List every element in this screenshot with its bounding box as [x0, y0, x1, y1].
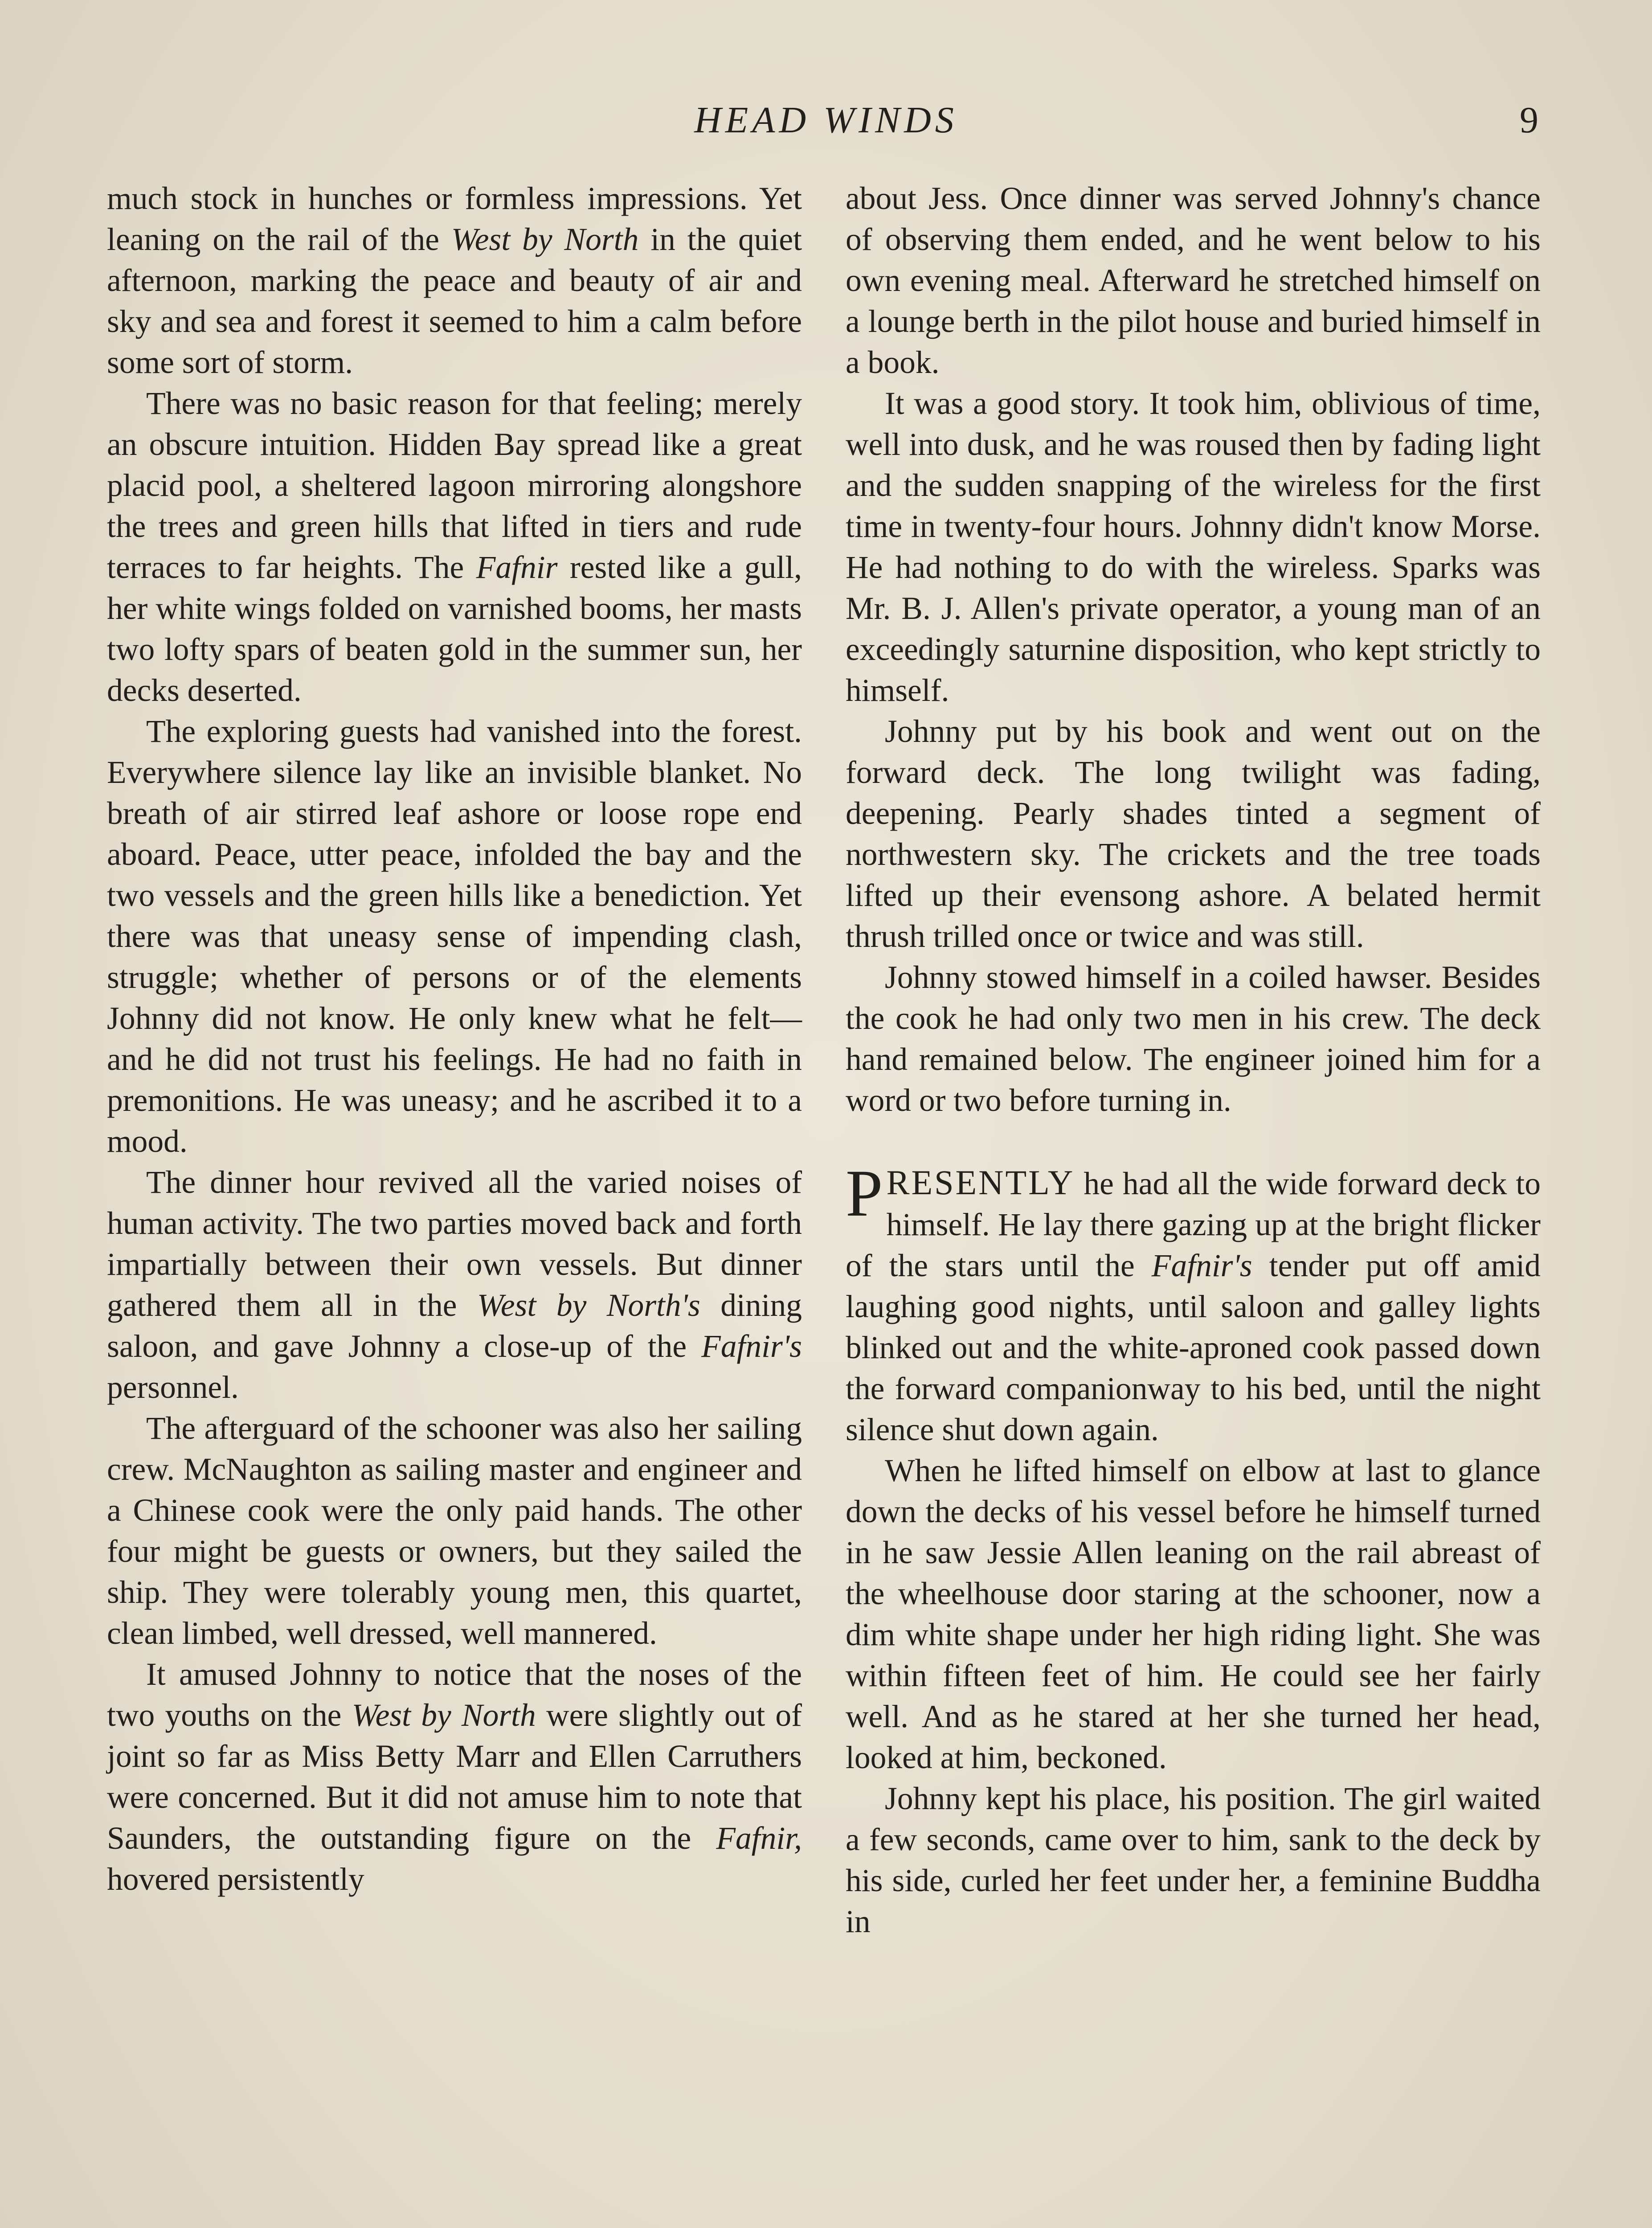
paragraph: There was no basic reason for that feeling; merely an obscure intuition. Hidden Bay spread like a great placid pool, a sheltered lagoon mirroring alongshore the trees and green hills that lifted in tiers and rude terraces to far heights. The Fafnir rested like a gull, her white wings folded on varnished booms, her masts two lofty spars of beaten gold in the summer sun, her decks deserted.	[107, 386, 802, 708]
paragraph: The dinner hour revived all the varied noises of human activity. The two parties moved back and forth impartially between their own vessels. But dinner gathered them all in the West by North's dining saloon, and gave Johnny a close-up of the Fafnir's personnel.	[107, 1165, 802, 1405]
ship-name: West by North	[352, 1698, 536, 1733]
paragraph: The afterguard of the schooner was also her sailing crew. McNaughton as sailing master and engineer and a Chinese cook were the only paid hands. The other four might be guests or owners, but they sailed the ship. They were tolerably young men, this quartet, clean limbed, well dressed, well mannered.	[107, 1411, 802, 1651]
paragraph: Johnny put by his book and went out on the forward deck. The long twilight was fading, deepening. Pearly shades tinted a segment of northwestern sky. The crickets and the tree toads lifted up their evensong ashore. A belated hermit thrush trilled once or twice and was still.	[846, 714, 1541, 954]
paragraph: Johnny kept his place, his position. The girl waited a few seconds, came over to him, sank to the deck by his side, curled her feet under her, a feminine Buddha in	[846, 1781, 1541, 1939]
ship-name: Fafnir's	[1151, 1248, 1252, 1283]
paragraph: much stock in hunches or formless impressions. Yet leaning on the rail of the West by North in the quiet afternoon, marking the peace and beauty of air and sky and sea and forest it seemed to him a calm before some sort of storm.	[107, 181, 802, 380]
drop-cap: P	[846, 1156, 884, 1230]
left-column	[107, 178, 802, 1900]
ship-name: Fafnir,	[716, 1821, 802, 1856]
section-opening-paragraph: PRESENTLY he had all the wide forward deck to himself. He lay there gazing up at the bright flicker of the stars until the Fafnir's tender put off amid laughing good nights, until saloon and galley lights blinked out and the white-aproned cook passed down the forward companionway to his bed, until the night silence shut down again.	[846, 1156, 1541, 1447]
paragraph: It was a good story. It took him, oblivious of time, well into dusk, and he was roused then by fading light and the sudden snapping of the wireless for the first time in twenty-four hours. Johnny didn't know Morse. He had nothing to do with the wireless. Sparks was Mr. B. J. Allen's private operator, a young man of an exceedingly saturnine disposition, who kept strictly to himself.	[846, 386, 1541, 708]
right-column	[846, 178, 1541, 1942]
paragraph: It amused Johnny to notice that the noses of the two youths on the West by North were slightly out of joint so far as Miss Betty Marr and Ellen Carruthers were concerned. But it did not amuse him to note that Saunders, the outstanding figure on the Fafnir, hovered persistently	[107, 1657, 802, 1897]
running-title: HEAD WINDS	[694, 99, 958, 141]
ship-name: Fafnir	[476, 550, 558, 585]
ship-name: Fafnir's	[701, 1329, 802, 1364]
ship-name: West by North	[451, 222, 639, 257]
paragraph: When he lifted himself on elbow at last to glance down the decks of his vessel before he himself turned in he saw Jessie Allen leaning on the rail abreast of the wheelhouse door staring at the schooner, now a dim white shape under her high riding light. She was within fifteen feet of him. He could see her fairly well. And as he stared at her she turned her head, looked at him, beckoned.	[846, 1453, 1541, 1775]
ship-name: West by North's	[477, 1288, 700, 1323]
small-caps-lead: RESENTLY	[886, 1163, 1075, 1202]
paragraph: The exploring guests had vanished into the forest. Everywhere silence lay like an invisible blanket. No breath of air stirred leaf ashore or loose rope end aboard. Peace, utter peace, infolded the bay and the two vessels and the green hills like a benediction. Yet there was that uneasy sense of impending clash, struggle; whether of persons or of the elements Johnny did not know. He only knew what he felt—and he did not trust his feelings. He had no faith in premonitions. He was uneasy; and he ascribed it to a mood.	[107, 714, 802, 1159]
page-number: 9	[1520, 99, 1538, 141]
paragraph: about Jess. Once dinner was served Johnny's chance of observing them ended, and he went below to his own evening meal. Afterward he stretched himself on a lounge berth in the pilot house and buried himself in a book.	[846, 181, 1541, 380]
paragraph: Johnny stowed himself in a coiled hawser. Besides the cook he had only two men in his crew. The deck hand remained below. The engineer joined him for a word or two before turning in.	[846, 960, 1541, 1118]
